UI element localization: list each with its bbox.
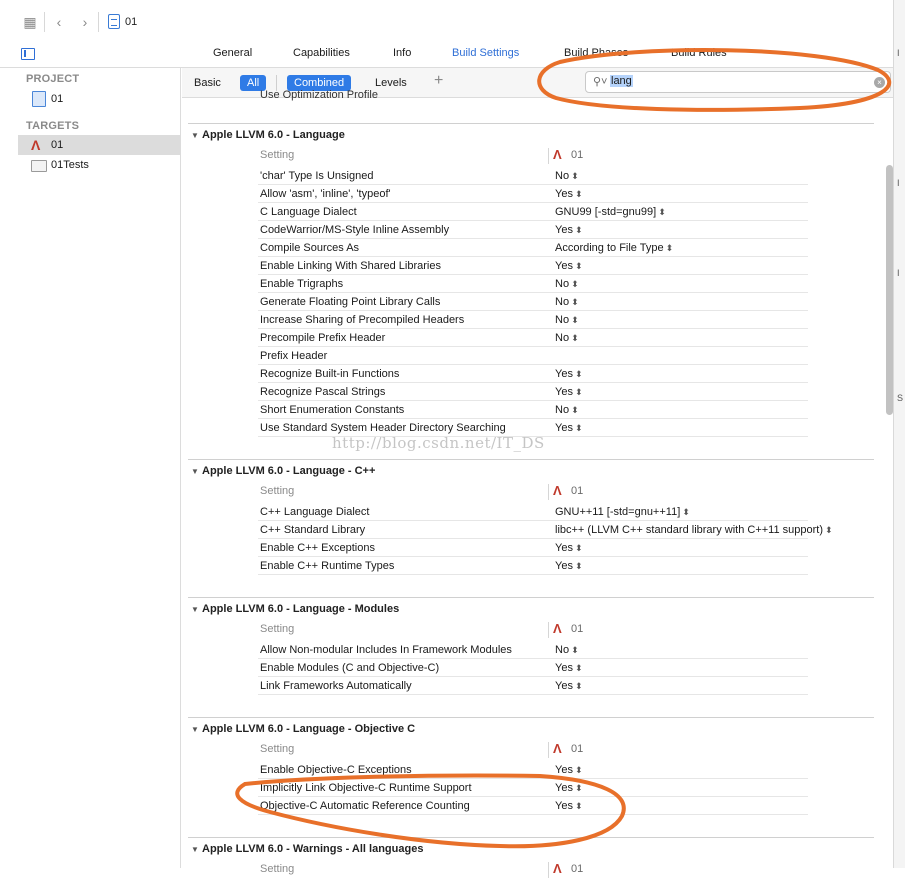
tab-build-phases[interactable]: Build Phases [564,47,629,59]
setting-value-popup[interactable] [555,314,579,326]
setting-value: libc++ (LLVM C++ standard library with C++11 support) [555,524,824,536]
app-target-icon: Ʌ [553,861,562,876]
tab-capabilities[interactable]: Capabilities [293,47,350,59]
section-header[interactable] [191,129,345,143]
app-target-icon: Ʌ [553,741,562,756]
setting-value-popup[interactable] [555,242,673,254]
column-header-row [182,621,882,639]
setting-row[interactable] [258,257,808,275]
setting-row[interactable] [258,659,808,677]
setting-name: C Language Dialect [260,206,357,218]
stepper-chevron-icon: ⬍ [574,225,583,235]
setting-name: Precompile Prefix Header [260,332,386,344]
clear-search-icon[interactable]: × [874,77,885,88]
filter-all[interactable]: All [240,75,266,91]
setting-value-popup[interactable] [555,662,583,674]
target-column-header: 01 [571,623,584,635]
back-chevron-icon[interactable]: ‹ [56,14,62,30]
setting-row[interactable] [258,221,808,239]
setting-value: Yes [555,542,573,554]
column-divider [548,862,549,878]
disclosure-triangle-icon[interactable]: ▼ [191,725,199,734]
section-title: Apple LLVM 6.0 - Language [202,129,345,141]
stepper-chevron-icon: ⬍ [682,507,690,517]
setting-value: Yes [555,422,573,434]
setting-value: No [555,170,570,182]
build-settings-list [182,89,893,876]
setting-column-header: Setting [260,149,295,161]
setting-name: Enable C++ Exceptions [260,542,375,554]
stepper-chevron-icon: ⬍ [574,369,583,379]
stepper-chevron-icon: ⬍ [574,423,583,433]
setting-row[interactable] [258,503,808,521]
setting-name: CodeWarrior/MS-Style Inline Assembly [260,224,450,236]
target-label: 01 [51,139,64,151]
add-setting-button[interactable]: + [434,72,444,89]
stepper-chevron-icon: ⬍ [574,663,583,673]
inspector-edge: I I I S [893,0,905,868]
tab-info[interactable]: Info [393,47,412,59]
setting-row[interactable] [258,521,833,539]
setting-value-popup[interactable] [555,524,833,536]
column-header-row [182,861,882,879]
setting-value-popup[interactable] [555,404,579,416]
setting-value-popup[interactable] [555,560,583,572]
related-items-grid-icon[interactable]: ▦ [23,14,37,30]
setting-row[interactable] [258,641,808,659]
setting-value: No [555,332,570,344]
disclosure-triangle-icon[interactable]: ▼ [191,605,199,614]
section-title: Apple LLVM 6.0 - Language - C++ [202,465,376,477]
setting-row[interactable] [258,677,808,695]
section-header[interactable] [191,843,423,857]
target-column-header: 01 [571,863,584,875]
setting-name: Short Enumeration Constants [260,404,405,416]
section-title: Apple LLVM 6.0 - Language - Objective C [202,723,416,735]
project-navigator [18,68,181,868]
stepper-chevron-icon: ⬍ [825,525,833,535]
stepper-chevron-icon: ⬍ [571,405,579,415]
setting-row[interactable] [258,761,808,779]
section-divider [188,837,874,838]
setting-value-popup[interactable] [555,800,583,812]
stepper-chevron-icon: ⬍ [571,315,579,325]
editor-tab-bar [0,40,893,68]
setting-value: Yes [555,662,573,674]
jump-bar-divider [44,12,45,32]
setting-name: Objective-C Automatic Reference Counting [260,800,470,812]
setting-value-popup[interactable] [555,224,583,236]
project-icon [32,91,46,107]
sidebar-toggle-icon[interactable] [21,48,35,60]
setting-row[interactable] [258,167,808,185]
setting-value: Yes [555,680,573,692]
target-column-header: 01 [571,485,584,497]
setting-value-popup[interactable] [555,422,583,434]
setting-name: Enable Linking With Shared Libraries [260,260,441,272]
stepper-chevron-icon: ⬍ [574,387,583,397]
project-item[interactable] [18,89,180,109]
stepper-chevron-icon: ⬍ [665,243,674,253]
app-target-icon: Ʌ [553,621,562,636]
project-section-header: PROJECT [26,73,80,85]
breadcrumb-title[interactable]: 01 [125,16,138,28]
section-title: Apple LLVM 6.0 - Warnings - All languages [202,843,424,855]
setting-value: GNU99 [-std=gnu99] [555,206,657,218]
setting-value-popup[interactable] [555,296,579,308]
setting-name: 'char' Type Is Unsigned [260,170,374,182]
app-target-icon: Ʌ [553,147,562,162]
setting-row[interactable] [258,239,808,257]
app-target-icon: Ʌ [553,483,562,498]
setting-row[interactable] [258,203,808,221]
setting-column-header: Setting [260,623,295,635]
setting-row[interactable] [258,329,808,347]
setting-row[interactable] [258,365,808,383]
setting-column-header: Setting [260,863,295,875]
tab-build-rules[interactable]: Build Rules [671,47,727,59]
setting-value-popup[interactable] [555,542,583,554]
setting-value-popup[interactable] [555,206,666,218]
search-field[interactable] [585,71,891,93]
setting-value-popup[interactable] [555,332,579,344]
setting-column-header: Setting [260,743,295,755]
stepper-chevron-icon: ⬍ [574,189,583,199]
setting-value-popup[interactable] [555,680,583,692]
target-item[interactable] [18,135,180,155]
setting-name: Prefix Header [260,350,328,362]
setting-name: Allow Non-modular Includes In Framework Modules [260,644,512,656]
column-divider [548,484,549,500]
setting-name: Allow 'asm', 'inline', 'typeof' [260,188,391,200]
tab-general[interactable]: General [213,47,253,59]
setting-value-popup[interactable] [555,506,690,518]
setting-value: Yes [555,188,573,200]
setting-value-popup[interactable] [555,260,583,272]
setting-row[interactable] [258,311,808,329]
section-title: Apple LLVM 6.0 - Language - Modules [202,603,400,615]
setting-value: Yes [555,368,573,380]
setting-name: Implicitly Link Objective-C Runtime Support [260,782,472,794]
setting-row[interactable] [258,779,808,797]
project-label: 01 [51,93,64,105]
disclosure-triangle-icon[interactable]: ▼ [191,131,199,140]
forward-chevron-icon[interactable]: › [82,14,88,30]
section-divider [188,597,874,598]
stepper-chevron-icon: ⬍ [571,297,579,307]
magnifier-icon: ⚲˅ [593,76,608,88]
setting-row[interactable] [258,539,808,557]
stepper-chevron-icon: ⬍ [574,783,583,793]
section-header[interactable] [191,465,375,479]
stepper-chevron-icon: ⬍ [658,207,666,217]
setting-value: GNU++11 [-std=gnu++11] [555,506,681,518]
setting-name: Use Standard System Header Directory Searching [260,422,506,434]
setting-name: Compile Sources As [260,242,360,254]
section-divider [188,459,874,460]
setting-name: Enable Modules (C and Objective-C) [260,662,440,674]
target-label: 01Tests [51,159,89,171]
setting-value: Yes [555,800,573,812]
setting-value: No [555,644,570,656]
disclosure-triangle-icon[interactable]: ▼ [191,467,199,476]
stepper-chevron-icon: ⬍ [574,561,583,571]
setting-name: C++ Language Dialect [260,506,370,518]
disclosure-triangle-icon[interactable]: ▼ [191,845,199,854]
setting-value: No [555,404,570,416]
stepper-chevron-icon: ⬍ [574,765,583,775]
stepper-chevron-icon: ⬍ [574,543,583,553]
setting-row[interactable] [258,347,808,365]
setting-name: Enable C++ Runtime Types [260,560,395,572]
project-file-icon [108,14,120,29]
setting-row[interactable] [258,293,808,311]
setting-value: No [555,296,570,308]
stepper-chevron-icon: ⬍ [571,645,579,655]
tab-build-settings[interactable]: Build Settings [452,47,520,59]
setting-value-popup[interactable] [555,764,583,776]
app-target-icon: Ʌ [31,137,41,153]
setting-name: Use Optimization Profile [260,89,378,101]
column-divider [548,742,549,758]
stepper-chevron-icon: ⬍ [574,801,583,811]
target-column-header: 01 [571,743,584,755]
setting-value: Yes [555,386,573,398]
section-divider [188,123,874,124]
setting-value: Yes [555,224,573,236]
stepper-chevron-icon: ⬍ [571,279,579,289]
section-divider [188,717,874,718]
targets-section-header: TARGETS [26,120,80,132]
watermark-text: http://blog.csdn.net/IT_DS [332,434,545,452]
setting-value: No [555,314,570,326]
column-header-row [182,483,882,501]
setting-value: According to File Type [555,242,664,254]
setting-row[interactable] [258,383,808,401]
setting-row[interactable] [258,797,808,815]
filter-basic[interactable]: Basic [194,77,221,89]
setting-value-popup[interactable] [555,278,579,290]
stepper-chevron-icon: ⬍ [574,681,583,691]
stepper-chevron-icon: ⬍ [574,261,583,271]
setting-value-popup[interactable] [555,170,579,182]
setting-name: Increase Sharing of Precompiled Headers [260,314,465,326]
stepper-chevron-icon: ⬍ [571,333,579,343]
setting-value-popup[interactable] [555,368,583,380]
search-input-value[interactable]: lang [611,75,632,87]
test-bundle-icon [31,160,47,172]
setting-name: C++ Standard Library [260,524,366,536]
filter-combined[interactable]: Combined [287,75,351,91]
setting-name: Link Frameworks Automatically [260,680,412,692]
setting-name: Generate Floating Point Library Calls [260,296,441,308]
setting-value: Yes [555,260,573,272]
setting-name: Recognize Pascal Strings [260,386,386,398]
setting-name: Enable Objective-C Exceptions [260,764,412,776]
setting-row[interactable] [258,185,808,203]
setting-name: Recognize Built-in Functions [260,368,400,380]
setting-value: Yes [555,782,573,794]
setting-row[interactable] [258,557,808,575]
setting-value-popup[interactable] [555,644,579,656]
setting-row[interactable] [258,275,808,293]
setting-value-popup[interactable] [555,188,583,200]
column-divider [548,148,549,164]
target-column-header: 01 [571,149,584,161]
setting-column-header: Setting [260,485,295,497]
filter-levels[interactable]: Levels [375,77,407,89]
setting-value: Yes [555,560,573,572]
column-header-row [182,147,882,165]
stepper-chevron-icon: ⬍ [571,171,579,181]
setting-row[interactable] [258,401,808,419]
setting-value: No [555,278,570,290]
setting-value-popup[interactable] [555,386,583,398]
setting-value-popup[interactable] [555,782,583,794]
jump-bar-divider [98,12,99,32]
section-header[interactable] [191,723,415,737]
column-header-row [182,741,882,759]
jump-bar [0,0,905,45]
target-item[interactable] [18,155,180,175]
setting-value: Yes [555,764,573,776]
column-divider [548,622,549,638]
section-header[interactable] [191,603,399,617]
setting-name: Enable Trigraphs [260,278,344,290]
vertical-scrollbar[interactable] [886,165,893,415]
